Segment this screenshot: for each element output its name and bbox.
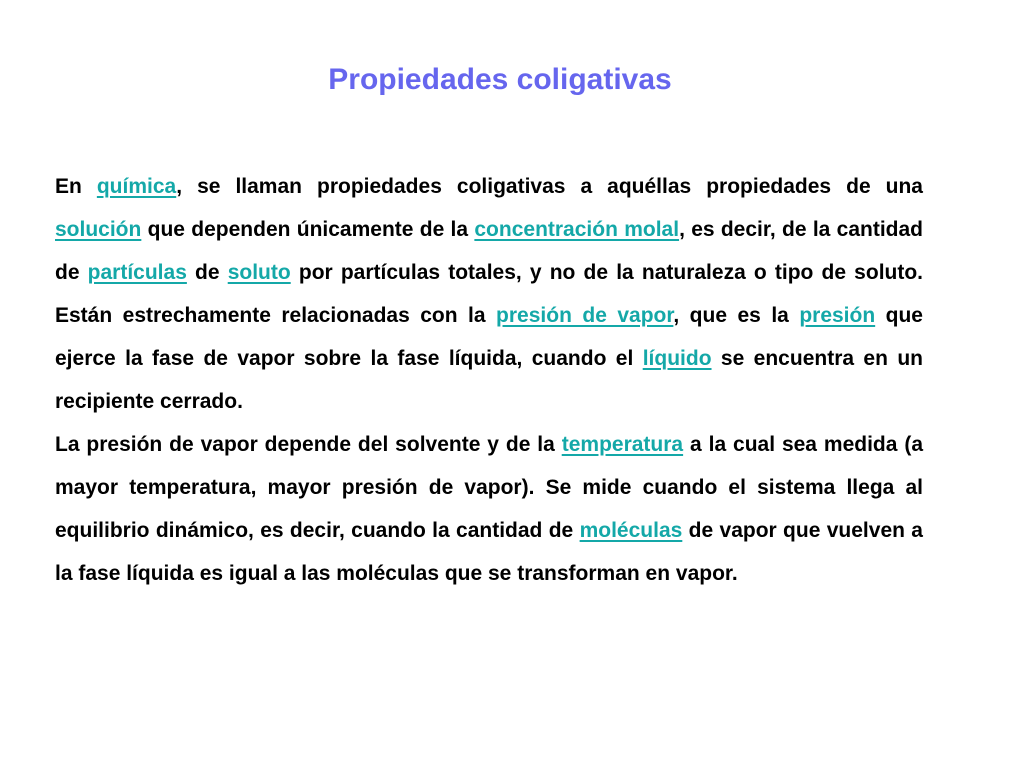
paragraph-2 (55, 423, 923, 595)
link-particulas[interactable]: partículas (87, 261, 187, 284)
link-concentracion-molal[interactable]: concentración molal (474, 218, 680, 241)
link-quimica[interactable]: química (96, 175, 177, 198)
link-presion-de-vapor[interactable]: presión de vapor (496, 304, 674, 327)
link-temperatura[interactable]: temperatura (561, 433, 684, 456)
text-segment: , se llaman propiedades coligativas a aquéllas propiedades de una (176, 175, 923, 198)
text-segment: que ejerce la fase de vapor sobre la fase líquida, cuando el (55, 304, 923, 370)
text-segment: La presión de vapor depende del solvente y de la (55, 433, 562, 456)
text-segment: por partículas totales, y no de la naturaleza o tipo de soluto. Están estrechamente relacionadas con la (55, 261, 924, 327)
paragraph-1 (55, 165, 923, 423)
text-segment: que dependen únicamente de la (141, 218, 475, 241)
link-liquido[interactable]: líquido (642, 347, 712, 370)
body-text (55, 165, 923, 595)
text-segment: de (186, 261, 228, 284)
slide-title: Propiedades coligativas (328, 63, 672, 96)
link-solucion[interactable]: solución (55, 218, 142, 241)
text-segment: se encuentra en un recipiente cerrado. (55, 347, 923, 413)
link-presion[interactable]: presión (799, 304, 876, 327)
text-segment: de vapor que vuelven a la fase líquida es igual a las moléculas que se transforman en vapor. (55, 519, 923, 585)
text-segment: , es decir, de la cantidad de (55, 218, 923, 284)
text-segment: En (55, 175, 97, 198)
link-moleculas[interactable]: moléculas (579, 519, 683, 542)
link-soluto[interactable]: soluto (227, 261, 291, 284)
text-segment: a la cual sea medida (a mayor temperatura, mayor presión de vapor). Se mide cuando el sistema llega al equilibrio dinámico, es decir, cuando la cantidad de (55, 433, 923, 542)
text-segment: , que es la (673, 304, 800, 327)
